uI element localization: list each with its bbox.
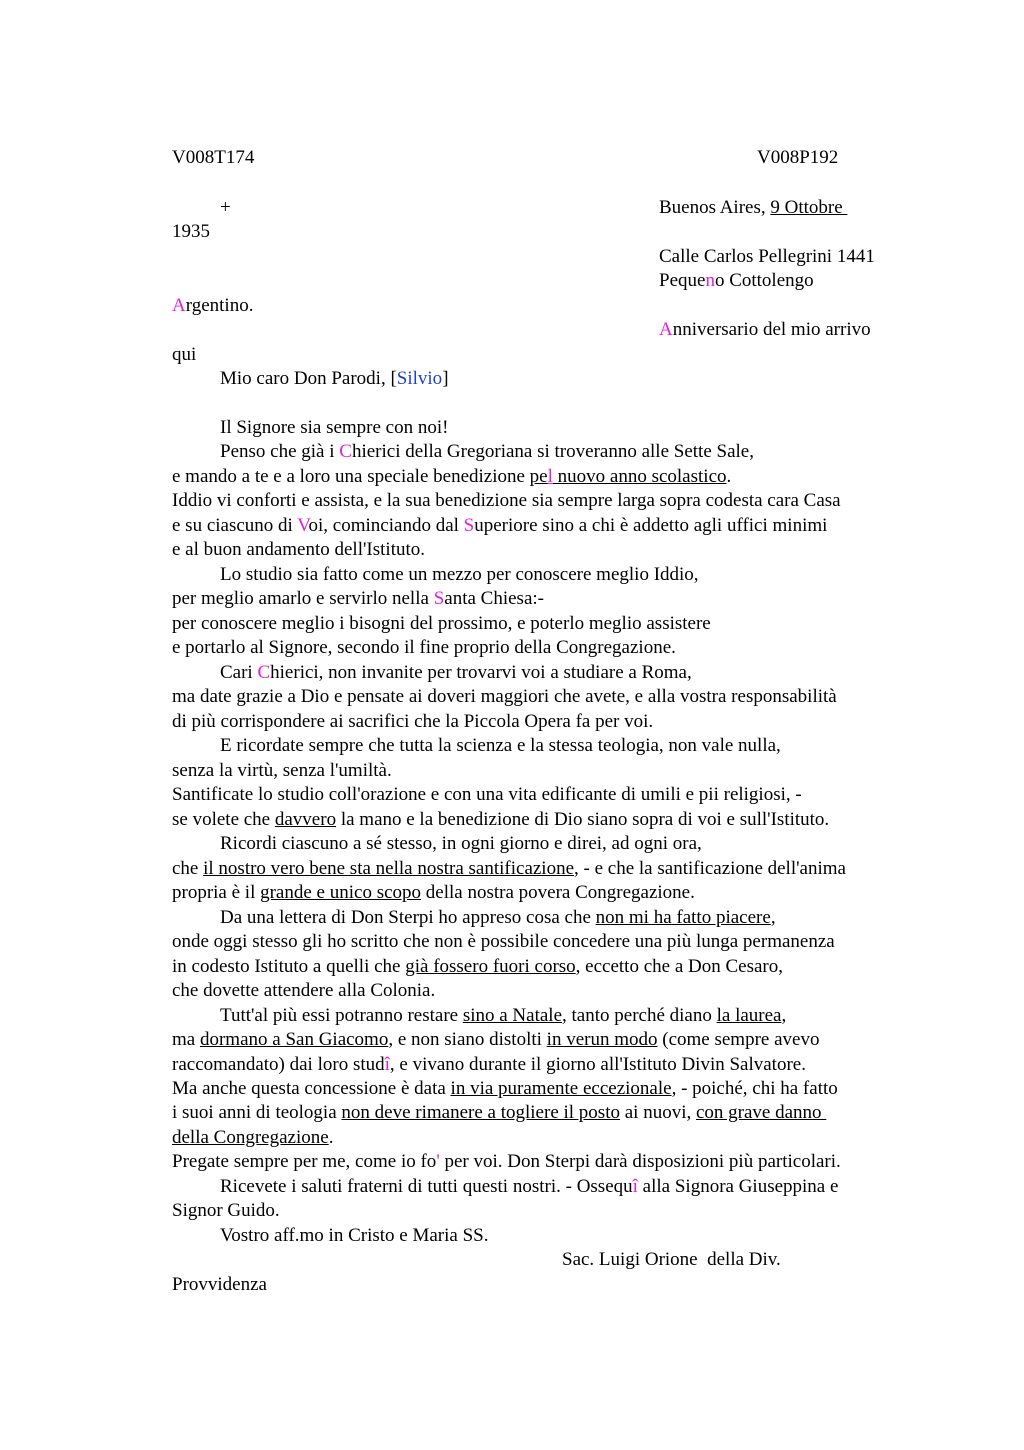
doc-code-right: V008P192 bbox=[757, 147, 839, 168]
body-line: Santificate lo studio coll'orazione e con una vita edificante di umili e pii religiosi, - bbox=[172, 784, 802, 805]
body-line: E ricordate sempre che tutta la scienza e la stessa teologia, non vale nulla, bbox=[220, 735, 781, 756]
body-line: e portarlo al Signore, secondo il fine proprio della Congregazione. bbox=[172, 637, 676, 658]
body-line: e al buon andamento dell'Istituto. bbox=[172, 539, 426, 560]
body-line: che dovette attendere alla Colonia. bbox=[172, 980, 436, 1001]
address-country: Argentino. bbox=[172, 295, 254, 316]
doc-code-left: V008T174 bbox=[172, 147, 255, 168]
body-line: raccomandato) dai loro studî, e vivano durante il giorno all'Istituto Divin Salvatore. bbox=[172, 1054, 806, 1075]
body-line: che il nostro vero bene sta nella nostra santificazione, - e che la santificazione dell'anima bbox=[172, 858, 846, 879]
body-line: Ma anche questa concessione è data in via puramente eccezionale, - poiché, chi ha fatto bbox=[172, 1078, 838, 1099]
body-line: Ricordi ciascuno a sé stesso, in ogni giorno e direi, ad ogni ora, bbox=[220, 833, 702, 854]
signature: Sac. Luigi Orione della Div. bbox=[562, 1249, 781, 1270]
body-line: Iddio vi conforti e assista, e la sua benedizione sia sempre larga sopra codesta cara Casa bbox=[172, 490, 841, 511]
body-line: Signor Guido. bbox=[172, 1200, 280, 1221]
body-line: propria è il grande e unico scopo della nostra povera Congregazione. bbox=[172, 882, 695, 903]
body-line: in codesto Istituto a quelli che già fossero fuori corso, eccetto che a Don Cesaro, bbox=[172, 956, 783, 977]
body-line: ma date grazie a Dio e pensate ai doveri maggiori che avete, e alla vostra responsabilità bbox=[172, 686, 837, 707]
letter-date: Buenos Aires, 9 Ottobre bbox=[659, 197, 848, 218]
address-institution: Pequeno Cottolengo bbox=[659, 270, 814, 291]
salutation: Mio caro Don Parodi, [Silvio] bbox=[220, 368, 449, 389]
signature-cont: Provvidenza bbox=[172, 1274, 267, 1295]
body-line: e su ciascuno di Voi, cominciando dal Superiore sino a chi è addetto agli uffici minimi bbox=[172, 515, 828, 536]
anniversary-note: Anniversario del mio arrivo bbox=[659, 319, 871, 340]
body-line: Ricevete i saluti fraterni di tutti questi nostri. - Ossequî alla Signora Giuseppina e bbox=[220, 1176, 839, 1197]
address-street: Calle Carlos Pellegrini 1441 bbox=[659, 246, 875, 267]
body-line: Da una lettera di Don Sterpi ho appreso cosa che non mi ha fatto piacere, bbox=[220, 907, 776, 928]
body-line: per meglio amarlo e servirlo nella Santa Chiesa:- bbox=[172, 588, 544, 609]
body-line: Lo studio sia fatto come un mezzo per conoscere meglio Iddio, bbox=[220, 564, 699, 585]
body-line: e mando a te e a loro una speciale benedizione pel nuovo anno scolastico. bbox=[172, 466, 732, 487]
body-line: i suoi anni di teologia non deve rimanere a togliere il posto ai nuovi, con grave danno bbox=[172, 1102, 827, 1123]
body-line: per conoscere meglio i bisogni del prossimo, e poterlo meglio assistere bbox=[172, 613, 711, 634]
body-line: Il Signore sia sempre con noi! bbox=[220, 417, 449, 438]
letter-year: 1935 bbox=[172, 221, 210, 242]
body-line: Pregate sempre per me, come io fo' per voi. Don Sterpi darà disposizioni più particolari. bbox=[172, 1151, 841, 1172]
closing-line: Vostro aff.mo in Cristo e Maria SS. bbox=[220, 1225, 489, 1246]
body-line: senza la virtù, senza l'umiltà. bbox=[172, 760, 392, 781]
body-line: se volete che davvero la mano e la benedizione di Dio siano sopra di voi e sull'Istituto. bbox=[172, 809, 830, 830]
cross-mark: + bbox=[220, 197, 231, 218]
body-line: onde oggi stesso gli ho scritto che non è possibile concedere una più lunga permanenza bbox=[172, 931, 835, 952]
body-line: Tutt'al più essi potranno restare sino a Natale, tanto perché diano la laurea, bbox=[220, 1005, 787, 1026]
body-line: della Congregazione. bbox=[172, 1127, 334, 1148]
body-line: Cari Chierici, non invanite per trovarvi voi a studiare a Roma, bbox=[220, 662, 692, 683]
anniversary-note-cont: qui bbox=[172, 344, 197, 365]
body-line: di più corrispondere ai sacrifici che la Piccola Opera fa per voi. bbox=[172, 711, 654, 732]
body-line: Penso che già i Chierici della Gregoriana si troveranno alle Sette Sale, bbox=[220, 441, 754, 462]
body-line: ma dormano a San Giacomo, e non siano distolti in verun modo (come sempre avevo bbox=[172, 1029, 820, 1050]
